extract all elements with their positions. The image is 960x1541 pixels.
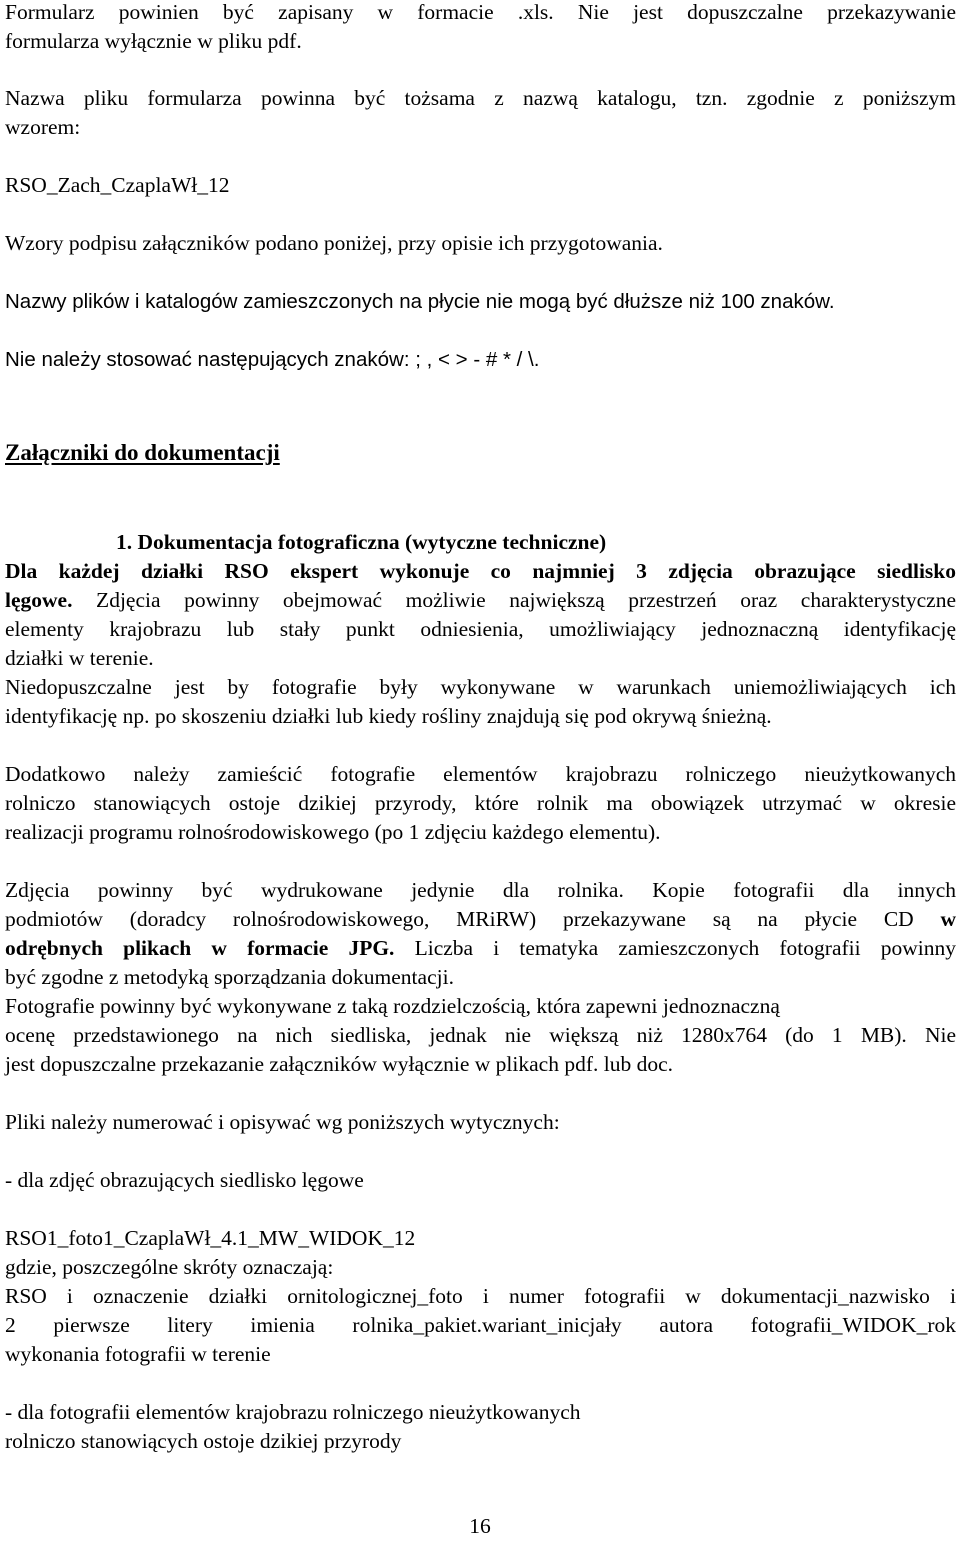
text-line: Fotografie powinny być wykonywane z taką rozdzielczością, która zapewni jednoznaczną [5, 994, 780, 1018]
filename-example: RSO_Zach_CzaplaWł_12 [5, 173, 230, 197]
text-line: ocenę przedstawionego na nich siedliska, jednak nie większą niż 1280x764 (do 1 MB). Nie [5, 1023, 956, 1047]
text-line: Dodatkowo należy zamieścić fotografie elementów krajobrazu rolniczego nieużytkowanych [5, 762, 956, 786]
printing-paragraph [5, 876, 956, 1079]
bold-text: odrębnych plikach w formacie JPG. [5, 936, 395, 960]
photo-documentation-section [5, 528, 956, 731]
text-line: być zgodne z metodyką sporządzania dokumentacji. [5, 965, 454, 989]
text-line: - dla fotografii elementów krajobrazu rolniczego nieużytkowanych [5, 1400, 581, 1424]
text-line: gdzie, poszczególne skróty oznaczają: [5, 1255, 334, 1279]
additional-photos-paragraph [5, 760, 956, 847]
forbidden-characters-rule: Nie należy stosować następujących znaków: ; , < > - # * / \. [5, 348, 540, 371]
text-line: rolniczo stanowiących ostoje dzikiej przyrody [5, 1429, 402, 1453]
item-heading: 1. Dokumentacja fotograficzna (wytyczne techniczne) [116, 530, 607, 554]
signature-note: Wzory podpisu załączników podano poniżej, przy opisie ich przygotowania. [5, 231, 663, 255]
text-line: realizacji programu rolnośrodowiskowego (po 1 zdjęciu każdego elementu). [5, 820, 661, 844]
text-line: identyfikację np. po skoszeniu działki lub kiedy rośliny znajdują się pod okrywą śnieżną. [5, 704, 772, 728]
text-line [5, 586, 956, 615]
text-fragment: Zdjęcia powinny obejmować możliwie największą przestrzeń oraz charakterystyczne [72, 588, 956, 612]
naming-pattern-example: RSO1_foto1_CzaplaWł_4.1_MW_WIDOK_12 [5, 1226, 416, 1250]
bold-text: lęgowe. [5, 588, 73, 612]
text-fragment: podmiotów (doradcy rolnośrodowiskowego, MRiRW) przekazywane są na płycie CD [5, 907, 914, 931]
text-line: Zdjęcia powinny być wydrukowane jedynie dla rolnika. Kopie fotografii dla innych [5, 878, 956, 902]
text-line: Dla każdej działki RSO ekspert wykonuje co najmniej 3 zdjęcia obrazujące siedlisko [5, 559, 956, 583]
text-line: Niedopuszczalne jest by fotografie były wykonywane w warunkach uniemożliwiających ich [5, 675, 956, 699]
text-line: Formularz powinien być zapisany w formacie .xls. Nie jest dopuszczalne przekazywanie [5, 0, 956, 24]
bold-text: w [940, 907, 957, 931]
section-title: Załączniki do dokumentacji [5, 440, 280, 465]
text-line: elementy krajobrazu lub stały punkt odniesienia, umożliwiający jednoznaczną identyfikację [5, 617, 956, 641]
text-fragment: Liczba i tematyka zamieszczonych fotografii powinny [394, 936, 957, 960]
text-line: 2 pierwsze litery imienia rolnika_pakiet.wariant_inicjały autora fotografii_WIDOK_rok [5, 1313, 956, 1337]
filename-length-rule: Nazwy plików i katalogów zamieszczonych na płycie nie mogą być dłuższe niż 100 znaków. [5, 290, 835, 313]
text-line: wykonania fotografii w terenie [5, 1342, 271, 1366]
text-line [5, 934, 956, 963]
text-line: rolniczo stanowiących ostoje dzikiej przyrody, które rolnik ma obowiązek utrzymać w okresie [5, 791, 956, 815]
text-line: RSO i oznaczenie działki ornitologicznej_foto i numer fotografii w dokumentacji_nazwisko i [5, 1284, 956, 1308]
landscape-photos-label [5, 1398, 956, 1456]
naming-pattern-block [5, 1224, 956, 1369]
numbering-intro: Pliki należy numerować i opisywać wg poniższych wytycznych: [5, 1110, 560, 1134]
text-line: Nazwa pliku formularza powinna być tożsama z nazwą katalogu, tzn. zgodnie z poniższym [5, 86, 956, 110]
intro-paragraph [5, 0, 956, 56]
text-line: działki w terenie. [5, 646, 154, 670]
page-number: 16 [469, 1514, 491, 1538]
text-line [5, 905, 956, 934]
text-line: jest dopuszczalne przekazanie załączników wyłącznie w plikach pdf. lub doc. [5, 1052, 673, 1076]
naming-paragraph [5, 84, 956, 142]
text-line: formularza wyłącznie w pliku pdf. [5, 29, 302, 53]
habitat-photos-label: - dla zdjęć obrazujących siedlisko lęgowe [5, 1168, 364, 1192]
text-line: wzorem: [5, 115, 81, 139]
